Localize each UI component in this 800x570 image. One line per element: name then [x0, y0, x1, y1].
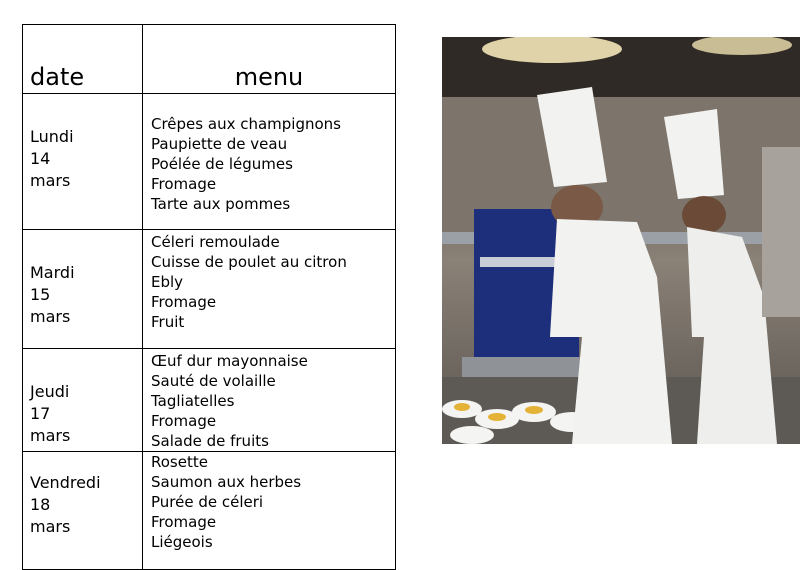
- dish: Fruit: [151, 313, 185, 331]
- dish: Paupiette de veau: [151, 135, 288, 153]
- dish: Ebly: [151, 273, 184, 291]
- dish: Poélée de légumes: [151, 155, 293, 173]
- dish: Purée de céleri: [151, 493, 264, 511]
- table-header-row: [23, 25, 396, 94]
- dish: Salade de fruits: [151, 432, 269, 450]
- day-name: Jeudi: [30, 382, 70, 401]
- date-cell: [23, 230, 143, 349]
- day-month: mars: [30, 517, 71, 536]
- day-name: Lundi: [30, 127, 74, 146]
- dish: Céleri remoulade: [151, 233, 280, 251]
- table-row: [23, 94, 396, 230]
- dish: Saumon aux herbes: [151, 473, 302, 491]
- dish: Cuisse de poulet au citron: [151, 253, 347, 271]
- date-cell: [23, 94, 143, 230]
- day-name: Mardi: [30, 263, 75, 282]
- dishes-cell: [143, 230, 396, 349]
- day-month: mars: [30, 171, 71, 190]
- table-row: [23, 349, 396, 452]
- dish: Fromage: [151, 412, 217, 430]
- dishes-cell: [143, 94, 396, 230]
- dish: Fromage: [151, 293, 217, 311]
- day-number: 14: [30, 149, 51, 168]
- menu-table: [22, 24, 396, 570]
- header-date: date: [23, 25, 143, 94]
- day-month: mars: [30, 307, 71, 326]
- dish: Liégeois: [151, 533, 213, 551]
- dish: Rosette: [151, 453, 208, 471]
- table-row: [23, 452, 396, 570]
- dishes-cell: [143, 349, 396, 452]
- day-name: Vendredi: [30, 473, 101, 492]
- date-cell: [23, 349, 143, 452]
- dishes-cell: [143, 452, 396, 570]
- chefs-illustration: [442, 37, 800, 444]
- dish: Œuf dur mayonnaise: [151, 352, 308, 370]
- table-row: [23, 230, 396, 349]
- dish: Fromage: [151, 175, 217, 193]
- day-month: mars: [30, 426, 71, 445]
- header-menu: menu: [143, 25, 396, 94]
- cabinet: [762, 147, 800, 317]
- day-number: 17: [30, 404, 51, 423]
- day-number: 15: [30, 285, 51, 304]
- day-number: 18: [30, 495, 51, 514]
- dish: Tarte aux pommes: [151, 195, 291, 213]
- plate: [450, 426, 494, 444]
- dish: Sauté de volaille: [151, 372, 276, 390]
- dish: Crêpes aux champignons: [151, 115, 341, 133]
- date-cell: [23, 452, 143, 570]
- dish: Tagliatelles: [151, 392, 235, 410]
- kitchen-photo: [442, 37, 800, 444]
- dish: Fromage: [151, 513, 217, 531]
